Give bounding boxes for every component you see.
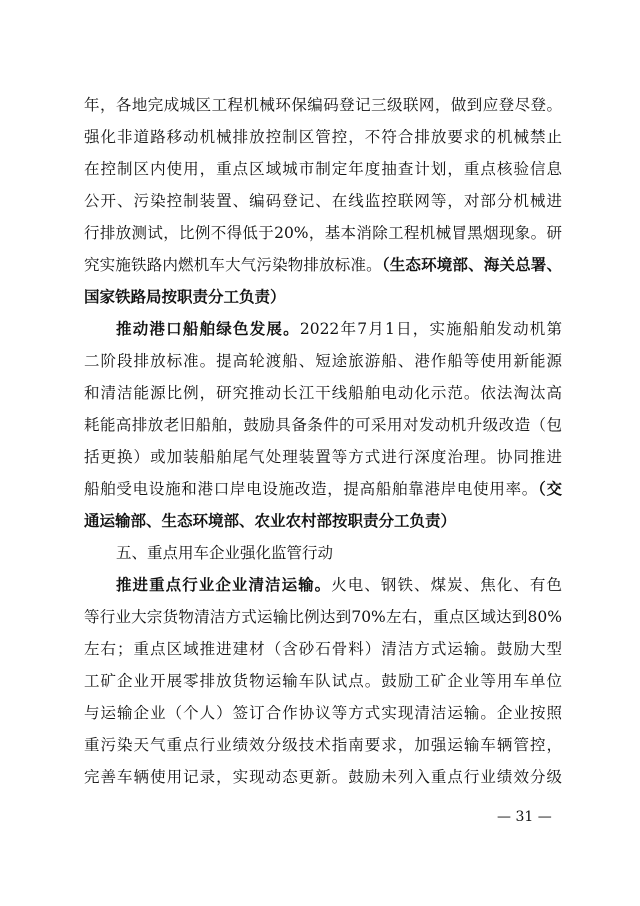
text-line xyxy=(84,255,562,275)
text-run: 究实施铁路内燃机车大气污染物排放标准。 xyxy=(84,256,382,274)
text-run: 左右；重点区域推进建材（含砂石骨料）清洁方式运输。鼓励大型 xyxy=(84,640,562,658)
section-heading-inline: 推动港口船舶绿色发展。 xyxy=(116,319,300,338)
text-run: 和清洁能源比例，研究推动长江干线船舶电动化示范。依法淘汰高 xyxy=(84,384,562,402)
text-line xyxy=(84,287,562,307)
text-run: 公开、污染控制装置、编码登记、在线监控联网等，对部分机械进 xyxy=(84,192,562,210)
text-run: 年，各地完成城区工程机械环保编码登记三级联网，做到应登尽登。 xyxy=(84,96,562,114)
section-title: 五、重点用车企业强化监管行动 xyxy=(116,544,334,562)
responsibility-note: （生态环境部、海关总署、 xyxy=(381,255,562,274)
text-run: 在控制区内使用，重点区域城市制定年度抽查计划，重点核验信息 xyxy=(84,160,562,178)
responsibility-note: 通运输部、生态环境部、农业农村部按职责分工负责） xyxy=(84,511,457,530)
text-run: 强化非道路移动机械排放控制区管控，不符合排放要求的机械禁止 xyxy=(84,128,562,146)
text-line xyxy=(84,383,562,403)
text-line xyxy=(84,767,562,787)
paragraph-start-line xyxy=(116,319,562,339)
text-run: 完善车辆使用记录，实现动态更新。鼓励未列入重点行业绩效分级 xyxy=(84,768,562,786)
text-run: 2022年7月1日，实施船舶发动机第 xyxy=(299,320,562,338)
section-heading-inline: 推进重点行业企业清洁运输。 xyxy=(116,575,332,594)
section-heading xyxy=(116,543,562,563)
responsibility-note: 国家铁路局按职责分工负责） xyxy=(84,287,286,306)
text-line xyxy=(84,511,562,531)
text-line xyxy=(84,223,562,243)
text-run: 火电、钢铁、煤炭、焦化、有色 xyxy=(331,576,562,594)
text-line xyxy=(84,415,562,435)
text-line xyxy=(84,703,562,723)
text-run: 二阶段排放标准。提高轮渡船、短途旅游船、港作船等使用新能源 xyxy=(84,352,562,370)
text-line xyxy=(84,639,562,659)
text-run: 船舶受电设施和港口岸电设施改造，提高船舶靠港岸电使用率。 xyxy=(84,480,539,498)
text-line xyxy=(84,95,562,115)
text-run: 工矿企业开展零排放货物运输车队试点。鼓励工矿企业等用车单位 xyxy=(84,672,562,690)
text-line xyxy=(84,191,562,211)
text-line xyxy=(84,479,562,499)
text-line xyxy=(84,447,562,467)
text-run: 重污染天气重点行业绩效分级技术指南要求，加强运输车辆管控， xyxy=(84,736,562,754)
page-number: — 31 — xyxy=(497,809,552,825)
text-line xyxy=(84,735,562,755)
text-line xyxy=(84,607,562,627)
text-run: 行排放测试，比例不得低于20%，基本消除工程机械冒黑烟现象。研 xyxy=(84,224,562,242)
text-run: 等行业大宗货物清洁方式运输比例达到70%左右，重点区域达到80% xyxy=(84,608,562,626)
text-run: 与运输企业（个人）签订合作协议等方式实现清洁运输。企业按照 xyxy=(84,704,562,722)
text-line xyxy=(84,127,562,147)
text-line xyxy=(84,671,562,691)
text-line xyxy=(84,351,562,371)
responsibility-note: （交 xyxy=(538,479,562,498)
text-line xyxy=(84,159,562,179)
text-run: 括更换）或加装船舶尾气处理装置等方式进行深度治理。协同推进 xyxy=(84,448,562,466)
text-run: 耗能高排放老旧船舶，鼓励具备条件的可采用对发动机升级改造（包 xyxy=(84,416,562,434)
paragraph-start-line xyxy=(116,575,562,595)
